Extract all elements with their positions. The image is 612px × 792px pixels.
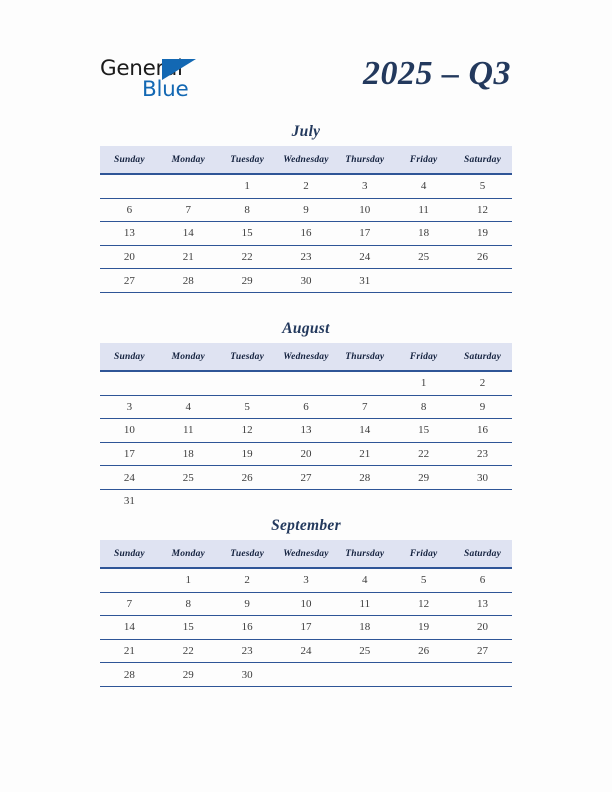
calendar-day-cell[interactable]: 7 [335,395,394,419]
month-title: July [291,123,321,140]
calendar-day-cell[interactable]: 3 [277,568,336,592]
calendar-empty-cell [218,489,277,512]
calendar-week-row [100,395,512,419]
calendar-day-cell[interactable]: 30 [277,269,336,293]
calendar-day-cell[interactable]: 31 [335,269,394,293]
month-block-august [100,315,512,513]
calendar-week-row [100,269,512,293]
calendar-week-row [100,616,512,640]
calendar-day-cell[interactable]: 10 [277,592,336,616]
calendar-day-cell[interactable]: 12 [218,419,277,443]
calendar-day-cell[interactable]: 11 [335,592,394,616]
calendar-empty-cell [100,371,159,395]
calendar-day-cell[interactable]: 19 [453,222,512,246]
calendar-empty-cell [277,371,336,395]
calendar-day-cell[interactable]: 29 [394,466,453,490]
calendar-week-row [100,245,512,269]
calendar-day-cell[interactable]: 17 [277,616,336,640]
weekday-header-monday: Monday [159,540,218,568]
calendar-day-cell[interactable]: 27 [277,466,336,490]
month-block-july [100,118,512,293]
calendar-day-cell[interactable]: 18 [335,616,394,640]
weekday-header-monday: Monday [159,146,218,174]
calendar-day-cell[interactable]: 2 [277,174,336,198]
calendar-day-cell[interactable]: 22 [218,245,277,269]
calendar-empty-cell [335,371,394,395]
month-block-september [100,512,512,687]
calendar-empty-cell [335,663,394,687]
calendar-day-cell[interactable]: 25 [335,639,394,663]
calendar-week-row [100,489,512,512]
calendar-day-cell[interactable]: 25 [159,466,218,490]
calendar-day-cell[interactable]: 19 [218,442,277,466]
calendar-day-cell[interactable]: 29 [159,663,218,687]
calendar-day-cell[interactable]: 22 [159,639,218,663]
calendar-day-cell[interactable]: 4 [394,174,453,198]
calendar-day-cell[interactable]: 26 [453,245,512,269]
calendar-week-row [100,663,512,687]
calendar-day-cell[interactable]: 20 [453,616,512,640]
weekday-header-sunday: Sunday [100,343,159,371]
calendar-day-cell[interactable]: 23 [453,442,512,466]
calendar-day-cell[interactable]: 17 [100,442,159,466]
calendar-empty-cell [100,174,159,198]
month-title: September [271,517,341,534]
calendar-empty-cell [394,489,453,512]
weekday-header-friday: Friday [394,146,453,174]
calendar-empty-cell [159,489,218,512]
month-title: August [282,320,330,337]
logo-text-blue: Blue [142,77,189,102]
weekday-header-tuesday: Tuesday [218,146,277,174]
calendar-day-cell[interactable]: 2 [218,568,277,592]
calendar-day-cell[interactable]: 27 [453,639,512,663]
calendar-day-cell[interactable]: 19 [394,616,453,640]
calendar-day-cell[interactable]: 24 [277,639,336,663]
calendar-day-cell[interactable]: 10 [100,419,159,443]
calendar-day-cell[interactable]: 26 [394,639,453,663]
calendar-day-cell[interactable]: 16 [277,222,336,246]
calendar-day-cell[interactable]: 24 [100,466,159,490]
weekday-header-monday: Monday [159,343,218,371]
calendar-day-cell[interactable]: 8 [394,395,453,419]
calendar-day-cell[interactable]: 6 [100,198,159,222]
calendar-day-cell[interactable]: 24 [335,245,394,269]
calendar-week-row [100,174,512,198]
weekday-header-tuesday: Tuesday [218,540,277,568]
calendar-day-cell[interactable]: 5 [394,568,453,592]
calendar-day-cell[interactable]: 7 [159,198,218,222]
calendar-empty-cell [100,568,159,592]
calendar-day-cell[interactable]: 8 [159,592,218,616]
calendar-day-cell[interactable]: 6 [453,568,512,592]
calendar-day-cell[interactable]: 18 [394,222,453,246]
calendar-day-cell[interactable]: 26 [218,466,277,490]
calendar-day-cell[interactable]: 30 [453,466,512,490]
weekday-header-friday: Friday [394,540,453,568]
calendar-day-cell[interactable]: 23 [218,639,277,663]
calendar-day-cell[interactable]: 13 [100,222,159,246]
weekday-header-row [100,343,512,371]
calendar-day-cell[interactable]: 5 [453,174,512,198]
weekday-header-thursday: Thursday [335,343,394,371]
calendar-day-cell[interactable]: 12 [453,198,512,222]
calendar-day-cell[interactable]: 8 [218,198,277,222]
calendar-week-row [100,592,512,616]
calendar-day-cell[interactable]: 9 [218,592,277,616]
calendar-day-cell[interactable]: 5 [218,395,277,419]
calendar-day-cell[interactable]: 15 [218,222,277,246]
calendar-body [100,568,512,686]
weekday-header-wednesday: Wednesday [277,343,336,371]
calendar-day-cell[interactable]: 14 [100,616,159,640]
logo-text-general: General [100,56,183,81]
calendar-empty-cell [277,663,336,687]
calendar-week-row [100,371,512,395]
calendar-day-cell[interactable]: 16 [453,419,512,443]
calendar-week-row [100,198,512,222]
weekday-header-thursday: Thursday [335,146,394,174]
weekday-header-saturday: Saturday [453,146,512,174]
calendar-day-cell[interactable]: 28 [159,269,218,293]
calendar-week-row [100,222,512,246]
calendar-empty-cell [453,489,512,512]
calendar-day-cell[interactable]: 4 [159,395,218,419]
calendar-week-row [100,442,512,466]
calendar-empty-cell [159,174,218,198]
calendar-day-cell[interactable]: 27 [100,269,159,293]
calendar-empty-cell [159,371,218,395]
weekday-header-saturday: Saturday [453,540,512,568]
calendar-empty-cell [335,489,394,512]
calendar-day-cell[interactable]: 31 [100,489,159,512]
page-title: 2025 – Q3 [362,55,511,92]
calendar-day-cell[interactable]: 15 [159,616,218,640]
calendar-day-cell[interactable]: 16 [218,616,277,640]
calendar-day-cell[interactable]: 1 [394,371,453,395]
calendar-day-cell[interactable]: 22 [394,442,453,466]
calendar-table-august [100,343,512,513]
weekday-header-sunday: Sunday [100,540,159,568]
calendar-day-cell[interactable]: 13 [277,419,336,443]
calendar-day-cell[interactable]: 10 [335,198,394,222]
calendar-day-cell[interactable]: 18 [159,442,218,466]
calendar-empty-cell [218,371,277,395]
weekday-header-tuesday: Tuesday [218,343,277,371]
calendar-day-cell[interactable]: 20 [277,442,336,466]
calendar-week-row [100,466,512,490]
calendar-empty-cell [453,269,512,293]
calendar-day-cell[interactable]: 9 [277,198,336,222]
calendar-day-cell[interactable]: 9 [453,395,512,419]
calendar-day-cell[interactable]: 3 [335,174,394,198]
calendar-week-row [100,419,512,443]
calendar-day-cell[interactable]: 28 [335,466,394,490]
page-header [0,0,612,118]
weekday-header-row [100,540,512,568]
calendar-day-cell[interactable]: 11 [159,419,218,443]
calendar-table-july [100,146,512,293]
calendar-day-cell[interactable]: 14 [335,419,394,443]
calendar-day-cell[interactable]: 21 [159,245,218,269]
calendar-day-cell[interactable]: 12 [394,592,453,616]
calendar-day-cell[interactable]: 30 [218,663,277,687]
calendar-week-row [100,639,512,663]
calendar-day-cell[interactable]: 4 [335,568,394,592]
calendar-day-cell[interactable]: 29 [218,269,277,293]
calendar-day-cell[interactable]: 3 [100,395,159,419]
calendar-table-september [100,540,512,687]
calendar-day-cell[interactable]: 7 [100,592,159,616]
weekday-header-thursday: Thursday [335,540,394,568]
calendar-body [100,371,512,513]
calendar-day-cell[interactable]: 1 [159,568,218,592]
general-blue-logo [100,58,300,108]
weekday-header-wednesday: Wednesday [277,540,336,568]
calendar-day-cell[interactable]: 28 [100,663,159,687]
calendar-empty-cell [394,269,453,293]
calendar-empty-cell [277,489,336,512]
calendar-day-cell[interactable]: 11 [394,198,453,222]
calendar-day-cell[interactable]: 6 [277,395,336,419]
calendar-day-cell[interactable]: 20 [100,245,159,269]
calendar-day-cell[interactable]: 25 [394,245,453,269]
weekday-header-wednesday: Wednesday [277,146,336,174]
calendar-empty-cell [394,663,453,687]
calendar-body [100,174,512,292]
weekday-header-friday: Friday [394,343,453,371]
calendar-day-cell[interactable]: 2 [453,371,512,395]
weekday-header-sunday: Sunday [100,146,159,174]
calendar-day-cell[interactable]: 15 [394,419,453,443]
calendar-week-row [100,568,512,592]
calendar-day-cell[interactable]: 1 [218,174,277,198]
calendar-day-cell[interactable]: 17 [335,222,394,246]
calendar-day-cell[interactable]: 23 [277,245,336,269]
calendar-empty-cell [453,663,512,687]
calendar-day-cell[interactable]: 13 [453,592,512,616]
calendar-day-cell[interactable]: 14 [159,222,218,246]
calendar-day-cell[interactable]: 21 [100,639,159,663]
weekday-header-saturday: Saturday [453,343,512,371]
weekday-header-row [100,146,512,174]
calendar-day-cell[interactable]: 21 [335,442,394,466]
